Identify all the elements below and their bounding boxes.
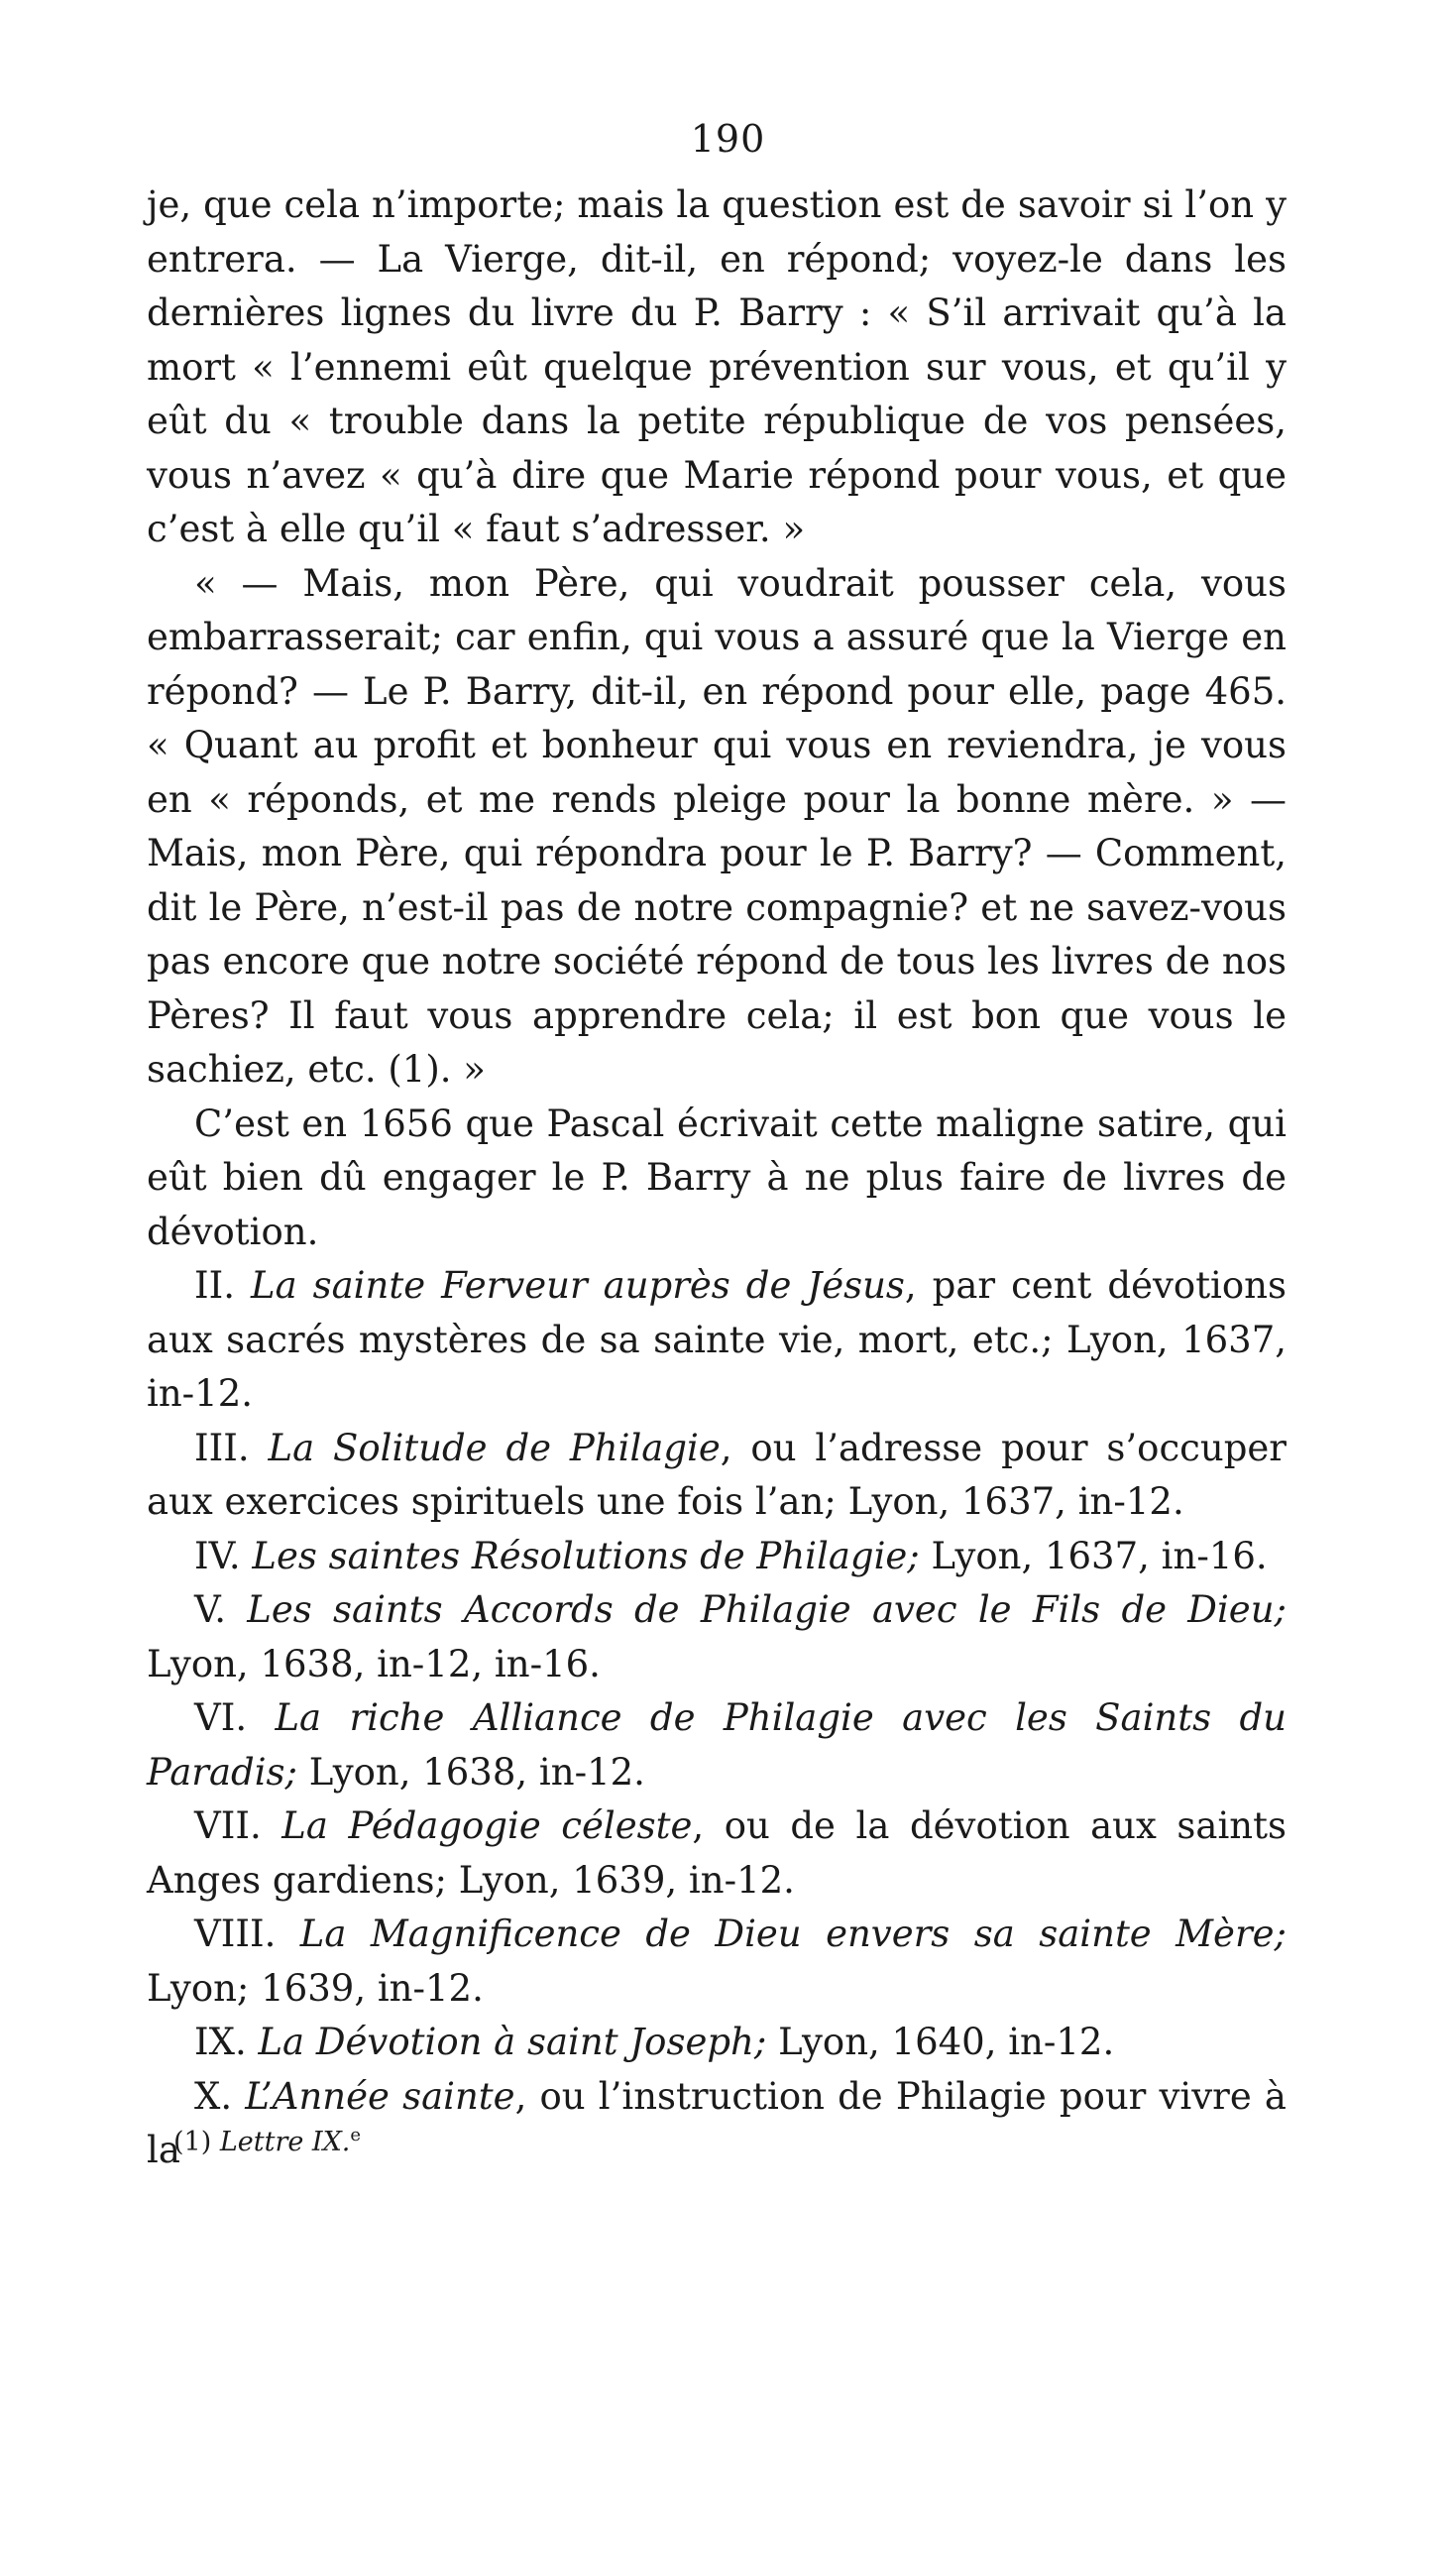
item-title: L’Année sainte <box>245 2074 515 2118</box>
item-title: La Pédagogie céleste <box>281 1804 693 1847</box>
body-text <box>147 178 1287 2178</box>
item-rest: , ou l’instruction de Philagie pour vivre à la <box>147 2074 1287 2171</box>
item-title: La Magnificence de Dieu envers sa sainte Mère; <box>299 1913 1287 1955</box>
item-rest: Lyon, 1638, in-12. <box>297 1750 645 1794</box>
item-rest: , par cent dévotions aux sacrés mystères de sa sainte vie, mort, etc.; Lyon, 1637, in-12. <box>147 1264 1287 1415</box>
footnote-marker: (1) <box>173 2127 212 2157</box>
item-label: II. <box>194 1264 235 1307</box>
item-rest: , ou de la dévotion aux saints Anges gardiens; Lyon, 1639, in-12. <box>147 1804 1287 1902</box>
page-number: 190 <box>690 117 766 161</box>
item-label: III. <box>194 1426 250 1469</box>
list-item <box>147 1908 1287 2016</box>
item-label: X. <box>194 2074 233 2118</box>
item-rest: Lyon, 1638, in-12, in-16. <box>147 1642 601 1685</box>
list-item <box>147 1583 1287 1691</box>
item-label: IV. <box>194 1534 241 1577</box>
list-item <box>147 1691 1287 1799</box>
item-rest: Lyon, 1637, in-16. <box>919 1534 1268 1577</box>
paragraph-3: C’est en 1656 que Pascal écrivait cette maligne satire, qui eût bien dû engager le P. Barry à ne plus faire de livres de dévotion. <box>147 1102 1287 1253</box>
paragraph-2: « — Mais, mon Père, qui voudrait pousser cela, vous embarrasserait; car enfin, qui vous a assuré que la Vierge en répond? — Le P. Barry, dit-il, en répond pour elle, page 465. « Quant au profit et bonheur qui vous en reviendra, je vous en « réponds, et me rends pleige pour la bonne mère. » — Mais, mon Père, qui répondra pour le P. Barry? — Comment, dit le Père, n’est-il pas de notre compagnie? et ne savez-vous pas encore que notre société répond de tous les livres de nos Pères? Il faut vous apprendre cela; il est bon que vous le sachiez, etc. (1). » <box>147 561 1287 1091</box>
item-title: La riche Alliance de Philagie avec les Saints du Paradis; <box>147 1696 1287 1794</box>
item-label: IX. <box>194 2021 247 2063</box>
item-label: VIII. <box>194 1913 277 1955</box>
item-label: V. <box>194 1588 227 1631</box>
list-item <box>147 2016 1287 2070</box>
paragraph-1: je, que cela n’importe; mais la question est de savoir si l’on y entrera. — La Vierge, dit-il, en répond; voyez-le dans les dernières lignes du livre du P. Barry : « S’il arrivait qu’à la mort « l’ennemi eût quelque prévention sur vous, et qu’il y eût du « trouble dans la petite république de vos pensées, vous n’avez « qu’à dire que Marie répond pour vous, et que c’est à elle qu’il « faut s’adresser. » <box>147 183 1287 550</box>
list-item <box>147 1530 1287 1584</box>
item-title: La Dévotion à saint Joseph; <box>258 2021 767 2063</box>
item-rest: Lyon; 1639, in-12. <box>147 1966 484 2010</box>
footnote-text: Lettre IX. <box>219 2127 351 2157</box>
item-title: Les saintes Résolutions de Philagie; <box>252 1534 920 1577</box>
list-item <box>147 1259 1287 1422</box>
footnote-superscript: e <box>350 2125 362 2145</box>
item-rest: , ou l’adresse pour s’occuper aux exercices spirituels une fois l’an; Lyon, 1637, in-12. <box>147 1426 1287 1523</box>
list-item <box>147 1422 1287 1530</box>
item-label: VII. <box>194 1804 262 1847</box>
item-label: VI. <box>194 1696 248 1739</box>
footnote <box>173 2118 361 2160</box>
list-item <box>147 1799 1287 1908</box>
item-rest: Lyon, 1640, in-12. <box>766 2021 1115 2063</box>
item-title: La sainte Ferveur auprès de Jésus <box>251 1264 905 1307</box>
item-title: Les saints Accords de Philagie avec le Fils de Dieu; <box>247 1588 1287 1631</box>
item-title: La Solitude de Philagie <box>268 1426 721 1469</box>
